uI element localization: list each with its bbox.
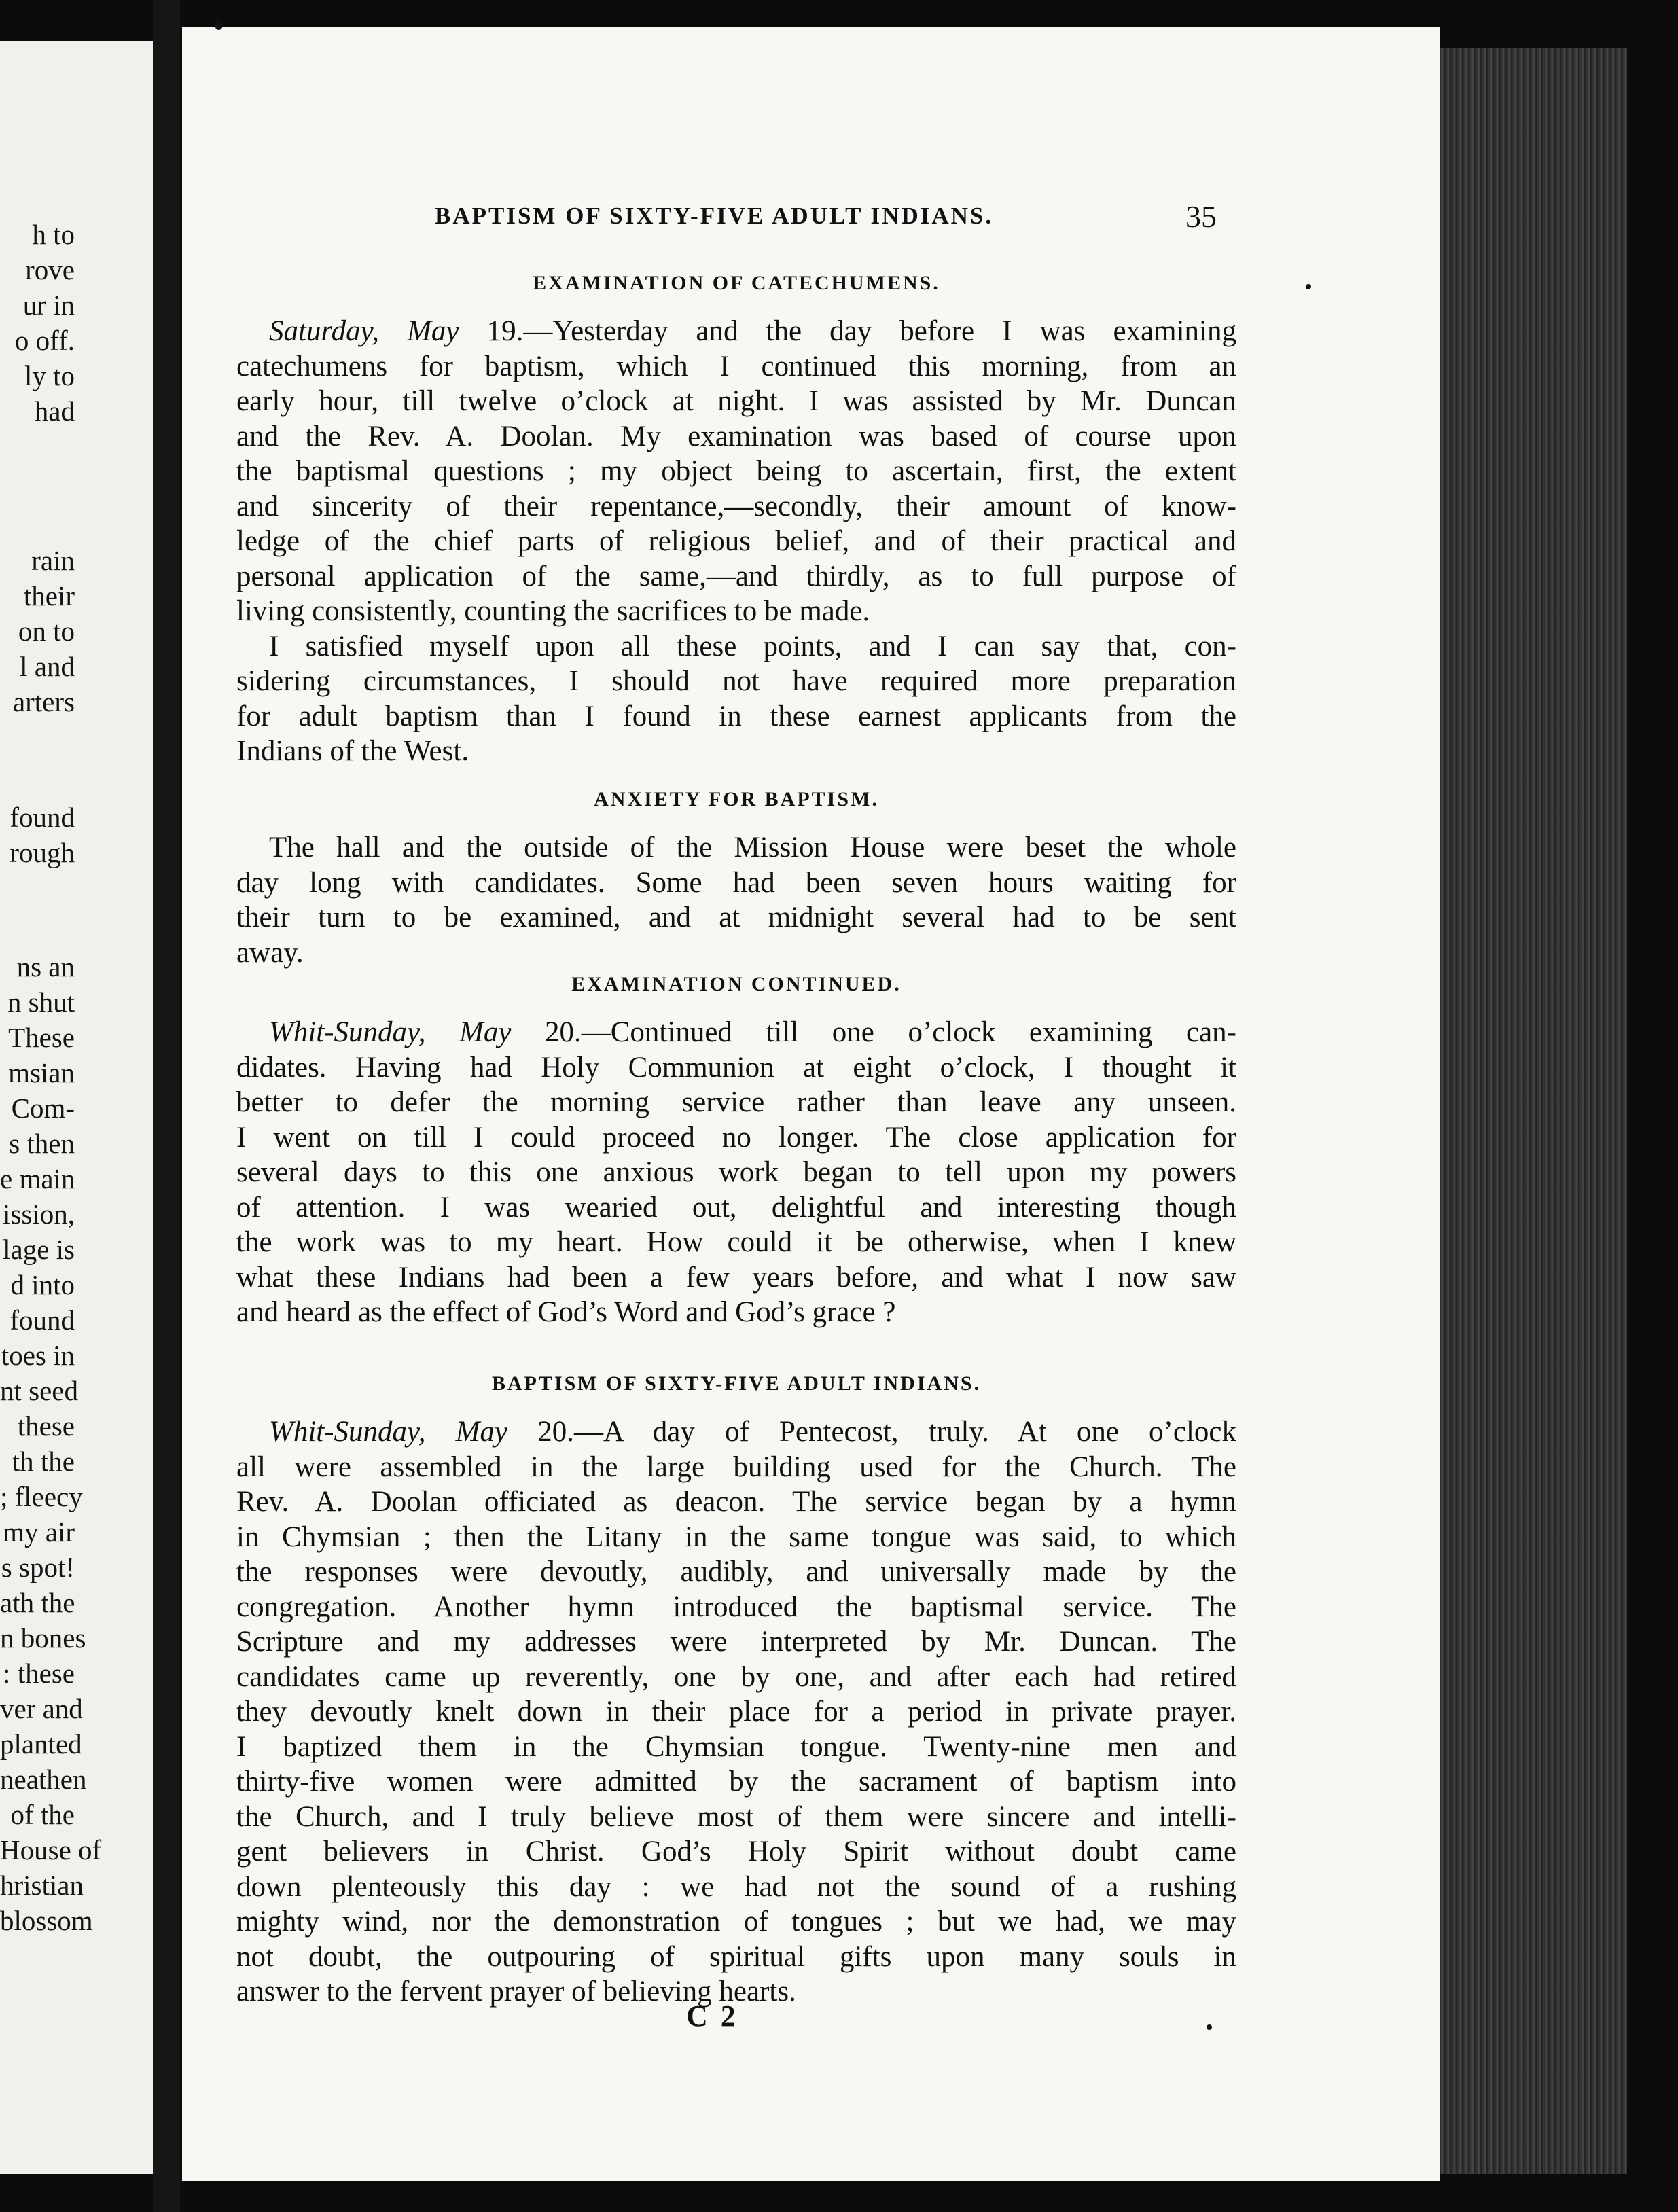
text-line: candidates came up reverently, one by one, and after each had retired xyxy=(236,1660,1236,1693)
facing-page-fragment: ly to xyxy=(24,360,75,391)
section-heading: EXAMINATION CONTINUED. xyxy=(571,973,902,995)
facing-page-fragment: s spot! xyxy=(1,1552,75,1583)
facing-page-fragment: n shut xyxy=(7,986,75,1018)
margin-dot xyxy=(1207,2024,1212,2030)
facing-page-fragment: Com- xyxy=(11,1092,75,1124)
facing-page-fragment: n bones xyxy=(0,1622,86,1654)
facing-page-fragment: neathen xyxy=(0,1764,87,1795)
facing-page-fragment: planted xyxy=(0,1728,82,1760)
text-line: congregation. Another hymn introduced the baptismal service. The xyxy=(236,1590,1236,1623)
text-line xyxy=(269,314,1236,349)
text-line: I baptized them in the Chymsian tongue. Twenty-nine men and xyxy=(236,1730,1236,1763)
text-line: and the Rev. A. Doolan. My examination was based of course upon xyxy=(236,420,1236,452)
entry-date: Saturday, May xyxy=(269,315,459,347)
entry-text: 20.—Continued till one o’clock examining can- xyxy=(511,1016,1236,1048)
text-line: day long with candidates. Some had been seven hours waiting for xyxy=(236,866,1236,899)
text-line: I satisfied myself upon all these points, and I can say that, con- xyxy=(269,630,1236,662)
text-line: personal application of the same,—and thirdly, as to full purpose of xyxy=(236,560,1236,592)
entry-date: Whit-Sunday, May xyxy=(269,1016,512,1048)
text-line: for adult baptism than I found in these earnest applicants from the xyxy=(236,700,1236,732)
text-line: and heard as the effect of God’s Word and God’s grace ? xyxy=(236,1296,896,1328)
signature-mark: C 2 xyxy=(686,1999,738,2033)
facing-page-fragment: ath the xyxy=(0,1587,75,1618)
text-line: The hall and the outside of the Mission House were beset the whole xyxy=(269,832,1236,863)
page-number: 35 xyxy=(1185,199,1217,234)
facing-page-fragment: found xyxy=(10,802,75,833)
facing-page-fragment: my air xyxy=(3,1516,75,1548)
text-line: the baptismal questions ; my object being to ascertain, first, the extent xyxy=(236,455,1236,487)
text-line: what these Indians had been a few years before, and what I now saw xyxy=(236,1261,1236,1294)
text-line xyxy=(269,1015,1236,1050)
text-line: not doubt, the outpouring of spiritual gifts upon many souls in xyxy=(236,1940,1236,1973)
facing-page-fragment: e main xyxy=(0,1163,75,1194)
facing-page-fragment: their xyxy=(23,580,75,611)
facing-page-fragment: blossom xyxy=(0,1905,93,1936)
text-line: away. xyxy=(236,936,304,969)
text-line: Scripture and my addresses were interpreted by Mr. Duncan. The xyxy=(236,1626,1236,1658)
facing-page-fragment: arters xyxy=(12,686,75,717)
page-block-edge xyxy=(1440,48,1627,2174)
facing-page-fragment: on to xyxy=(18,616,75,647)
text-line: of attention. I was wearied out, delightful and interesting though xyxy=(236,1191,1236,1224)
text-line: better to defer the morning service rather than leave any unseen. xyxy=(236,1086,1236,1118)
section-heading: ANXIETY FOR BAPTISM. xyxy=(594,788,879,810)
text-line: didates. Having had Holy Communion at eight o’clock, I thought it xyxy=(236,1051,1236,1084)
text-line: mighty wind, nor the demonstration of tongues ; but we had, we may xyxy=(236,1906,1236,1938)
facing-page-fragment: ver and xyxy=(0,1693,83,1724)
facing-page-fragment: had xyxy=(34,395,75,427)
facing-page-fragment: lage is xyxy=(3,1234,75,1265)
facing-page-fragment: th the xyxy=(12,1446,75,1477)
text-line: Indians of the West. xyxy=(236,735,469,767)
text-line: the Church, and I truly believe most of them were sincere and intelli- xyxy=(236,1800,1236,1833)
facing-page-fragment: l and xyxy=(20,651,75,682)
entry-text: 19.—Yesterday and the day before I was examining xyxy=(459,315,1236,347)
facing-page-fragment: rove xyxy=(25,254,75,285)
facing-page-fragment: ur in xyxy=(22,289,75,321)
text-line: catechumens for baptism, which I continued this morning, from an xyxy=(236,350,1236,382)
facing-page-fragment: hristian xyxy=(0,1870,84,1901)
facing-page-fragment: o off. xyxy=(14,325,75,356)
facing-page-fragment: toes in xyxy=(1,1340,75,1371)
text-line: answer to the fervent prayer of believing hearts. xyxy=(236,1976,796,2008)
facing-page-fragment: found xyxy=(10,1304,75,1336)
facing-page-fragment: of the xyxy=(10,1799,75,1830)
facing-page-fragment: : these xyxy=(3,1658,75,1689)
text-line: the work was to my heart. How could it be otherwise, when I knew xyxy=(236,1226,1236,1258)
facing-page-fragment: s then xyxy=(9,1128,75,1159)
entry-text: 20.—A day of Pentecost, truly. At one o’clock xyxy=(507,1416,1236,1448)
facing-page-fragment: rough xyxy=(10,837,75,868)
text-line xyxy=(269,1414,1236,1450)
text-line: ledge of the chief parts of religious belief, and of their practical and xyxy=(236,525,1236,557)
facing-page-fragment: ns an xyxy=(16,951,75,982)
text-line: thirty-five women were admitted by the sacrament of baptism into xyxy=(236,1766,1236,1798)
text-line: Rev. A. Doolan officiated as deacon. The service began by a hymn xyxy=(236,1486,1236,1518)
text-line: early hour, till twelve o’clock at night. I was assisted by Mr. Duncan xyxy=(236,385,1236,417)
corner-speck xyxy=(215,19,223,30)
text-line: down plenteously this day : we had not the sound of a rushing xyxy=(236,1870,1236,1903)
section-heading: EXAMINATION OF CATECHUMENS. xyxy=(533,272,940,294)
facing-page-fragment: rain xyxy=(31,545,75,576)
facing-page-fragment: ission, xyxy=(3,1198,75,1230)
facing-page-fragment: these xyxy=(17,1410,75,1442)
entry-date: Whit-Sunday, May xyxy=(269,1416,508,1448)
facing-page-fragment: msian xyxy=(8,1057,75,1088)
text-line: the responses were devoutly, audibly, and universally made by the xyxy=(236,1556,1236,1588)
facing-page-fragment: House of xyxy=(0,1834,102,1866)
text-line: their turn to be examined, and at midnight several had to be sent xyxy=(236,902,1236,933)
text-line: in Chymsian ; then the Litany in the same tongue was said, to which xyxy=(236,1520,1236,1553)
text-line: living consistently, counting the sacrifices to be made. xyxy=(236,595,870,627)
text-line: they devoutly knelt down in their place for a period in private prayer. xyxy=(236,1696,1236,1728)
book-gutter xyxy=(153,0,180,2212)
text-line: all were assembled in the large building used for the Church. The xyxy=(236,1450,1236,1483)
facing-page-fragment: h to xyxy=(32,219,75,250)
section-heading: BAPTISM OF SIXTY-FIVE ADULT INDIANS. xyxy=(491,1372,982,1395)
facing-page-fragment: nt seed xyxy=(0,1375,78,1406)
running-title: BAPTISM OF SIXTY-FIVE ADULT INDIANS. xyxy=(435,202,994,229)
facing-page-fragment: These xyxy=(8,1022,75,1053)
text-line: sidering circumstances, I should not have required more preparation xyxy=(236,665,1236,697)
text-line: gent believers in Christ. God’s Holy Spirit without doubt came xyxy=(236,1836,1236,1868)
text-line: I went on till I could proceed no longer. The close application for xyxy=(236,1121,1236,1154)
margin-dot xyxy=(1306,284,1311,289)
text-line: several days to this one anxious work began to tell upon my powers xyxy=(236,1156,1236,1188)
facing-page-fragment: ; fleecy xyxy=(0,1481,83,1512)
facing-page-fragment: d into xyxy=(10,1269,75,1300)
text-line: and sincerity of their repentance,—secondly, their amount of know- xyxy=(236,490,1236,522)
